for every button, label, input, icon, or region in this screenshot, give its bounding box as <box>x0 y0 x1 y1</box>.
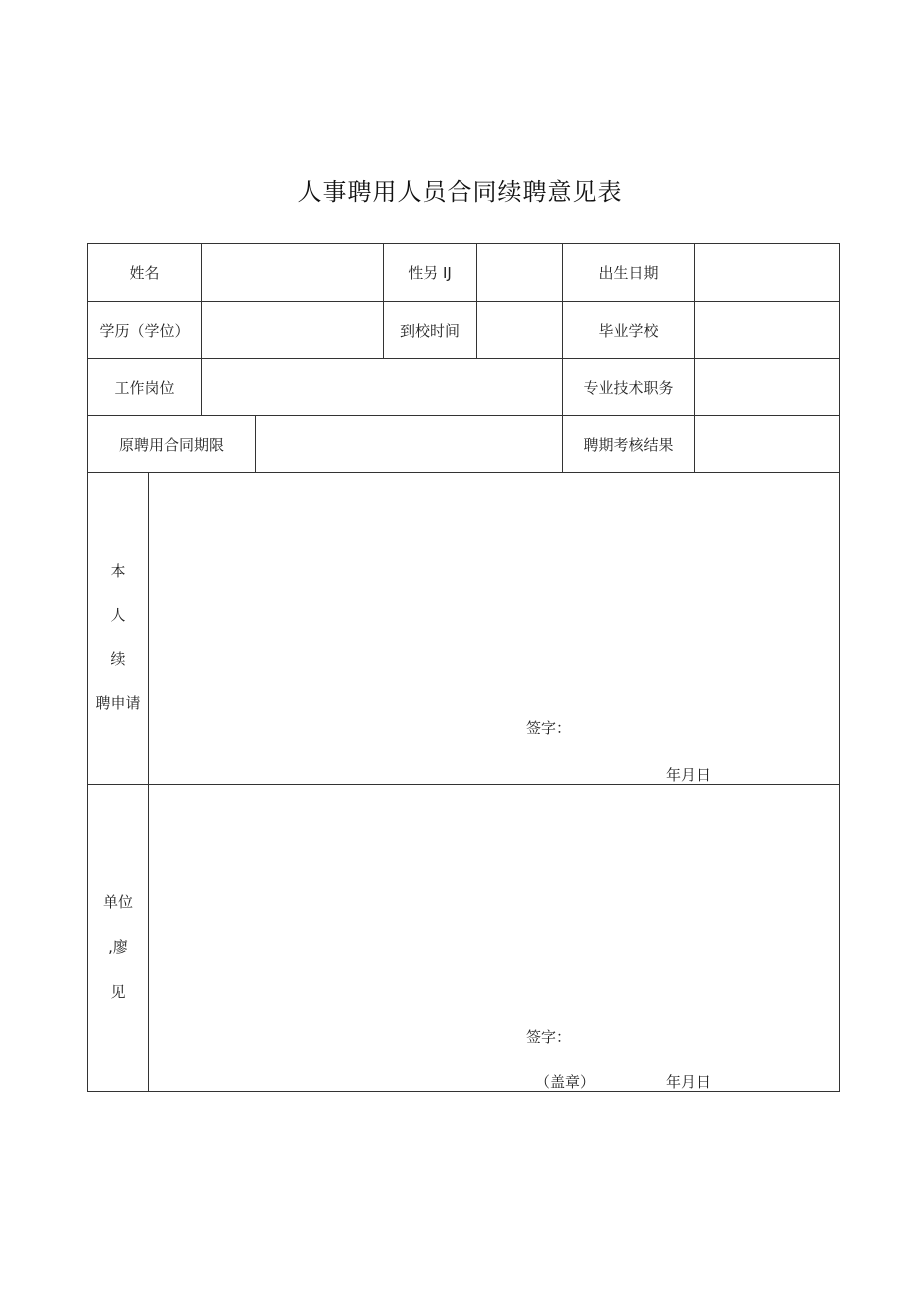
technical-title-field[interactable] <box>695 359 839 415</box>
gender-label: 性另 IJ <box>408 264 452 282</box>
arrival-date-field[interactable] <box>477 302 562 358</box>
education-field[interactable] <box>202 302 383 358</box>
assessment-result-label: 聘期考核结果 <box>583 435 674 454</box>
education-label: 学历（学位） <box>99 321 190 340</box>
unit-date-label: 年月日 <box>666 1073 712 1091</box>
assessment-result-field[interactable] <box>695 416 839 472</box>
job-position-label: 工作岗位 <box>114 378 175 397</box>
application-content-area[interactable] <box>149 473 839 784</box>
graduate-school-label: 毕业学校 <box>598 321 659 340</box>
gender-field[interactable] <box>477 244 562 301</box>
application-date-label: 年月日 <box>666 766 712 784</box>
unit-seal-label: （盖章） <box>535 1073 596 1091</box>
name-label: 姓名 <box>129 264 160 282</box>
application-label-line: 续 <box>110 650 126 668</box>
arrival-date-label: 到校时间 <box>399 321 460 340</box>
unit-opinion-label-line: ,廖 <box>108 938 128 956</box>
page-title: 人事聘用人员合同续聘意见表 <box>297 178 623 206</box>
graduate-school-field[interactable] <box>695 302 839 358</box>
unit-opinion-content-area[interactable] <box>149 785 839 1091</box>
renewal-form-table <box>87 243 840 1092</box>
birth-date-label: 出生日期 <box>598 264 659 282</box>
contract-term-field[interactable] <box>256 416 562 472</box>
application-label-line: 本 <box>110 562 126 580</box>
application-label-line: 聘申请 <box>95 694 141 712</box>
application-signature-label: 签字： <box>526 719 572 737</box>
job-position-field[interactable] <box>202 359 562 415</box>
contract-term-label: 原聘用合同期限 <box>118 435 224 454</box>
application-label-line: 人 <box>110 606 126 624</box>
name-field[interactable] <box>202 244 383 301</box>
birth-date-field[interactable] <box>695 244 839 301</box>
unit-opinion-label-line: 见 <box>110 983 126 1001</box>
unit-opinion-label-line: 单位 <box>102 893 133 911</box>
unit-signature-label: 签字： <box>526 1028 572 1046</box>
technical-title-label: 专业技术职务 <box>583 378 674 397</box>
